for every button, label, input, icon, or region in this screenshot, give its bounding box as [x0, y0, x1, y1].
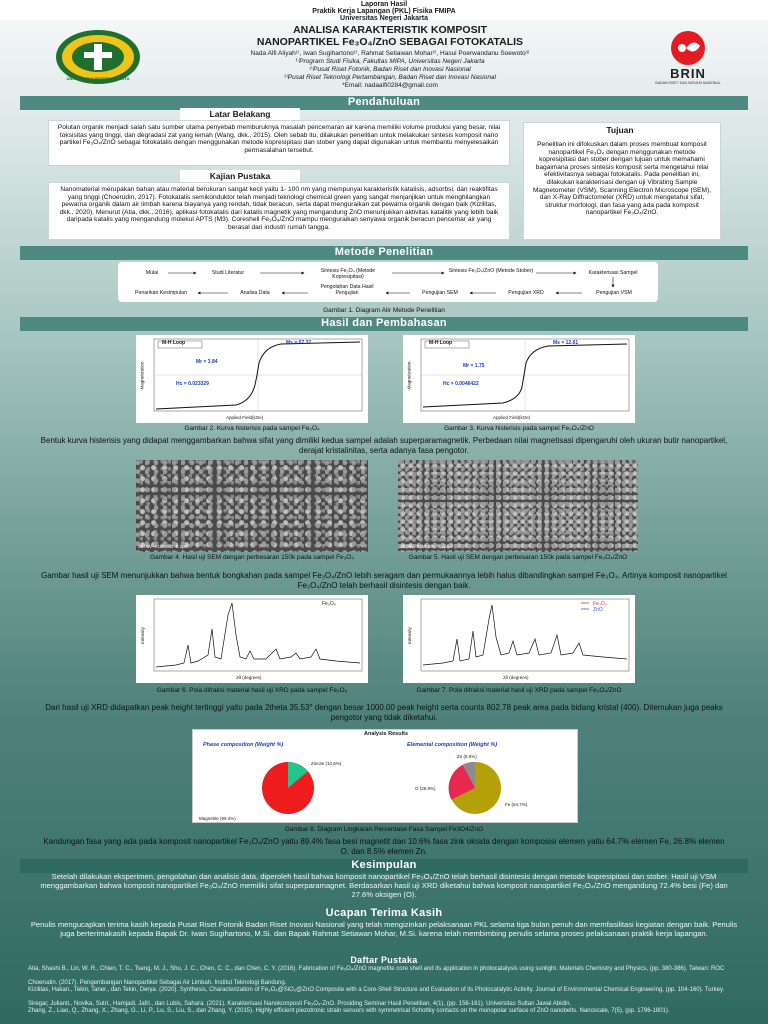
- xrd-paragraph: Dari hasil uji XRD didapatkan peak height tertinggi yaitu pada 2theta 35.53° dengan besar 1000.00 peak height serta counts 802.78 peak area pada bidang kristal (400). Ditemukan juga peaks pengotor yang tidak diketahui.: [45, 703, 723, 722]
- reference-5: Zhang, Z., Liao, Q., Zhang, X., Zhang, G., Li, P., Lu, S., Liu, S., dan Zhang, Y. (2015). Highly efficient piezotronic strain sensors with symmetrical Schottky contacts on the monopolar surface of ZnO nanobelts. Nanoscale, 7(5), (pp. 1796-1801).: [28, 1008, 670, 1014]
- unj-logo: [54, 28, 142, 86]
- xrd-right-legend-b: ZnO: [593, 607, 603, 613]
- report-line-1: Laporan Hasil: [360, 1, 408, 8]
- flow-sem: Pengujian SEM: [422, 290, 458, 296]
- affiliation-1: ¹⁾Program Studi Fisika, Fakultas MIPA, Universitas Negeri Jakarta: [295, 58, 485, 65]
- sem-left-scale: 15.0kV ×150,000 0.1μm: [138, 544, 189, 549]
- phase-label-magnetite: Magnetite (89.4%): [199, 816, 236, 821]
- caption-fig-6: Gambar 6. Pola difraksi material hasil uji XRD pada sampel Fe₃O₄: [156, 687, 348, 694]
- affiliation-3: ³⁾Pusat Riset Teknologi Pertambangan, Badan Riset dan Inovasi Nasional: [283, 74, 496, 81]
- pie-paragraph: Kandungan fasa yang ada pada komposit nanopartikel Fe₃O₄/ZnO yaitu 89.4% fasa besi magnetit dan 10.6% fasa zink oksida dengan komposisi elemen yaitu 64.7% elemen Fe, 26.8% elemen O, dan 8.5% elemen Zn.: [43, 837, 725, 856]
- pie-heading: Analysis Results: [363, 731, 409, 737]
- kajian-box: [48, 182, 510, 240]
- unj-logo-text: UNIVERSITAS NEGERI JAKARTA: [66, 76, 130, 81]
- brin-name: BRIN: [670, 66, 706, 81]
- vsm-right-legend: M-H Loop: [429, 340, 453, 346]
- flow-pengolahan: Pengolahan Data Hasil Pengujian: [320, 284, 374, 296]
- vsm-right-mr: Mr = 1.75: [463, 363, 485, 369]
- email: *Email: nadaalfi0284@gmail.com: [342, 82, 438, 89]
- pendahuluan-heading: Pendahuluan: [347, 96, 421, 108]
- sem-image-fe3o4-zno: [398, 460, 638, 552]
- vsm-left-ms: Ms = 67.37: [286, 340, 312, 346]
- vsm-right-ylabel: Magnetization: [406, 361, 412, 390]
- kesimpulan-paragraph: Setelah dilakukan eksperimen, pengolahan dan analisis data, diperoleh hasil bahwa komposit nanopartikel Fe₃O₄/ZnO telah berhasil disintesis dengan metode kopresipitasi dan stober. Hasil uji VSM menggambarkan bahwa komposit nanopartikel Fe₃O₄/ZnO memiliki sifat superparamagnet. Berdasarkan hasil uji XRD diketahui bahwa komposit nanopartikel Fe₃O₄/ZnO mengandung 72.4% besi (Fe) dan 27.6% oksigen (O).: [40, 872, 728, 899]
- metode-heading: Metode Penelitian: [334, 246, 434, 258]
- vsm-chart-fe3o4-zno: [403, 335, 635, 423]
- sem-image-fe3o4: [136, 460, 368, 552]
- title-block: [150, 24, 630, 90]
- vsm-right-hc: Hc = 0.0046422: [443, 381, 479, 387]
- latar-title: Latar Belakang: [180, 108, 300, 121]
- brin-logo: [648, 30, 728, 90]
- flow-vsm: Pengujian VSM: [596, 290, 632, 296]
- flow-karakterisasi: Karakterisasi Sampel: [588, 270, 638, 276]
- latar-box: [48, 120, 510, 166]
- authors: Nada Alfi Aliyah¹⁾, Iwan Sugihartono¹⁾, Rahmat Setiawan Mohar²⁾, Hasui Poerwandanu Soewoto³⁾: [250, 50, 530, 57]
- kajian-text: Nanomaterial merupakan bahan atau material berukuran sangat kecil yaitu 1- 100 nm yang mempunyai karakteristik katalisis, adsorbsi, dan reaktifitas yang tinggi (Choerudin, 2017). Fotokatalis semikonduktor telah menjadi teknologi chemical green yang sangat menjanjikan untuk menghilangkan pewarna organik dalam air limbah karena biayanya yang rendah, tidak beracun, serta dapat menguraikan zat pewarna organik dengan baik (Kizilitas, dkk., 2020). Menurut (Atia, dkk., 2016), aplikasi fotokatalis dari katalis magnetik yang mengandung ZnO menunjukkan aktivitas katalitik yang lebih baik daripada katalis yang mengandung molekul APTS (M3). Coreshell Fe₃O₄/ZnO mampu menguraikan senyawa organik beracun pencemar air yang berasal dari industri rumah tangga.: [59, 186, 499, 231]
- xrd-chart-fe3o4-zno: [403, 595, 635, 683]
- vsm-left-xlabel: Applied Field(kOe): [226, 415, 264, 420]
- affiliation-2: ²⁾Pusat Riset Fotonik, Badan Riset dan Inovasi Nasional: [309, 66, 471, 73]
- reference-1: Atia, Shashi B., Lin, W. R., Chien, T. C., Tseng, M. J., Shu, J. C., Chen, C. C., dan Chen, C. Y. (2016). Fabrication of Fe₃O₄/ZnO magnetite core shell and its application in photocatalysis using sunlight. Materials Chemistry and Physics, (pp. 380-386). Taiwan: ROC: [28, 966, 725, 972]
- flow-arrows: [118, 262, 658, 302]
- caption-fig-7: Gambar 7. Pola difraksi material hasil uji XRD pada sampel Fe₃O₄/ZnO: [416, 687, 622, 694]
- xrd-left-xlabel: 2θ (degrees): [236, 675, 262, 680]
- pustaka-heading: Daftar Pustaka: [350, 955, 418, 965]
- element-label-fe: Fe (64.7%): [505, 802, 528, 807]
- flow-diagram: [118, 262, 658, 302]
- element-label-o: O (26.8%): [415, 786, 436, 791]
- xrd-right-xlabel: 2θ (degrees): [503, 675, 529, 680]
- caption-fig-5: Gambar 5. Hasil uji SEM dengan perbesaran 150k pada sampel Fe₃O₄/ZnO: [408, 554, 628, 561]
- tujuan-title: Tujuan: [606, 125, 634, 135]
- report-header: [0, 0, 768, 20]
- caption-fig-3: Gambar 3. Kurva histerisis pada sampel Fe₃O₄/ZnO: [444, 425, 594, 432]
- xrd-right-legend-a: Fe₃O₄: [593, 601, 607, 607]
- flow-kesimpulan: Penarikan Kesimpulan: [135, 290, 187, 296]
- phase-label-zincite: Zincite (10.6%): [311, 761, 342, 766]
- reference-2: Choerudin. (2017). Pengembangan Nanopartikel Sebagai Air Limbah. Institut Teknologi Bandung.: [28, 980, 287, 986]
- brin-subtitle: BADAN RISET DAN INOVASI NASIONAL: [655, 81, 721, 85]
- flow-studi: Studi Literatur: [211, 270, 245, 276]
- sem-right-scale: 15.0kV ×150,000 0.1μm: [400, 544, 451, 549]
- reference-3: Kizilitas, Hakan., Tekin, Taner., dan Tekin, Derya. (2020). Synthesis, Characterization of Fe₃O₄@SiO₂@ZnO Composite with a Core-Shell Structure and Evaluation of its Photocatalytic Activity. Journal of Environmental Chemical Engineering, (pp. 104-160). Turkey.: [28, 987, 725, 993]
- tujuan-text: Penelitian ini difokuskan dalam proses membuat komposit nanopartikel Fe₃O₄ dengan menggunakan metode kopresipitasi dan stober dengan tujuan untuk memahami bagaimana proses sintesis komposit serta mengetahui nilai efektivitasnya sebagai fotokatalis. Pada penelitian ini, dilakukan karakterisasi dengan uji Vibrating Sample Magnetometer (VSM), Scanning Electron Microscope (SEM), dan X-Ray Diffractometer (XRD) untuk mengetahui sifat, struktur morfologi, dan fasa yang ada pada komposit nanopartikel Fe₃O₄/ZnO.: [532, 141, 712, 217]
- flow-mulai: Mulai: [145, 270, 159, 276]
- caption-fig-1: Gambar 1. Diagram Alir Metode Penelitian: [323, 307, 445, 314]
- hasil-heading: Hasil dan Pembahasan: [321, 317, 447, 329]
- terima-kasih-paragraph: Penulis mengucapkan terima kasih kepada Pusat Riset Fotonik Badan Riset Inovasi Nasional yang telah mengizinkan pelaksanaan PKL selama tiga bulan penuh dan memfasilitasi kegiatan dengan baik. Penulis juga berterimakasih kepada Bapak Dr. Iwan Sugihartono, M.Si. dan Bapak Rahmat Setiawan Mohar, M.Si. karena telah membimbing penulis selama proses pelaksanaan praktik kerja lapangan.: [30, 920, 738, 938]
- flow-sintesis-1: Sintesis Fe₃O₄ (Metode Kopresipitasi): [320, 268, 376, 280]
- report-line-2: Praktik Kerja Lapangan (PKL) Fisika FMIPA: [312, 8, 456, 15]
- caption-fig-2: Gambar 2. Kurva histerisis pada sampel Fe₃O₄: [184, 425, 320, 432]
- vsm-chart-fe3o4: [136, 335, 368, 423]
- vsm-paragraph: Bentuk kurva histerisis yang didapat menggambarkan bahwa sifat yang dimiliki kedua sampel adalah superparamagnetik. Perbedaan nilai magnetisasi dipengaruhi oleh ukuran butir nanopartikel, derajat kristalinitas, serta adanya fasa pengotor.: [40, 436, 728, 455]
- element-title: Elemental composition (Weight %): [407, 742, 498, 748]
- poster-title-1: ANALISA KARAKTERISTIK KOMPOSIT: [293, 24, 487, 36]
- flow-xrd: Pengujian XRD: [508, 290, 544, 296]
- sem-paragraph: Gambar hasil uji SEM menunjukkan bahwa bentuk bongkahan pada sampel Fe₃O₄/ZnO lebih seragam dan permukaannya lebih halus dibandingkan sampel Fe₃O₄. Artinya komposit nanopartikel Fe₃O₄/ZnO telah berhasil disintesis dengan baik.: [41, 571, 727, 590]
- terima-kasih-heading: Ucapan Terima Kasih: [325, 907, 443, 919]
- xrd-left-ylabel: Intensity: [139, 627, 145, 644]
- caption-fig-4: Gambar 4. Hasil uji SEM dengan perbesaran 150k pada sampel Fe₃O₄: [149, 554, 355, 561]
- pie-panel: [192, 729, 578, 823]
- element-label-zn: Zn (8.5%): [457, 754, 477, 759]
- xrd-left-legend: Fe₃O₄: [322, 601, 336, 607]
- kajian-title: Kajian Pustaka: [180, 170, 300, 183]
- report-line-3: Universitas Negeri Jakarta: [340, 15, 428, 22]
- vsm-left-ylabel: Magnetization: [139, 361, 145, 390]
- vsm-left-legend: M-H Loop: [162, 340, 186, 346]
- reference-4: Siregar, Julianti., Novika, Sutri., Hamjadi, Jafri., dan Lubis, Sahara. (2021). Karakterisasi Nanokomposit Fe₃O₄-ZnO. Prosiding Seminar Hasil Penelitian, 4(1), (pp. 156-161). Universitas Sultan Jawal Abidin.: [28, 1001, 572, 1007]
- kesimpulan-heading: Kesimpulan: [351, 859, 417, 871]
- xrd-chart-fe3o4: [136, 595, 368, 683]
- vsm-right-xlabel: Applied Field(kOe): [493, 415, 531, 420]
- vsm-right-ms: Ms = 12.61: [553, 340, 579, 346]
- vsm-left-mr: Mr = 3.84: [196, 359, 218, 365]
- latar-text: Polutan organik menjadi salah satu sumber utama penyebab memburuknya masalah pencemaran air karena memiliki volume produksi yang besar, nilai toksisitas yang tinggi, dan degradasi zat yang lemah (Wang, dkk., 2015). Oleh sebab itu, dilakukan penelitian untuk melakukan sintesis komposit nano partikel Fe₃O₄/ZnO sebagai fotokatalis dengan menggunakan metode kopresipitasi dan stober yang dapat digunakan untuk membantu menyelesaikan permasalahan tersebut.: [57, 124, 501, 154]
- xrd-right-ylabel: Intensity: [406, 627, 412, 644]
- tujuan-box: [523, 122, 721, 240]
- poster-title-2: NANOPARTIKEL Fe₃O₄/ZnO SEBAGAI FOTOKATALIS: [256, 36, 524, 48]
- phase-title: Phase composition (Weight %): [203, 742, 284, 748]
- flow-sintesis-2: Sintesis Fe₃O₄/ZnO (Metode Stober): [448, 268, 534, 274]
- flow-analisa: Analisa Data: [240, 290, 270, 296]
- caption-fig-8: Gambar 8. Diagram Lingkaran Persentase Fasa Sampel Fe3O4/ZnO: [284, 826, 484, 833]
- vsm-left-hc: Hc = 0.023329: [176, 381, 209, 387]
